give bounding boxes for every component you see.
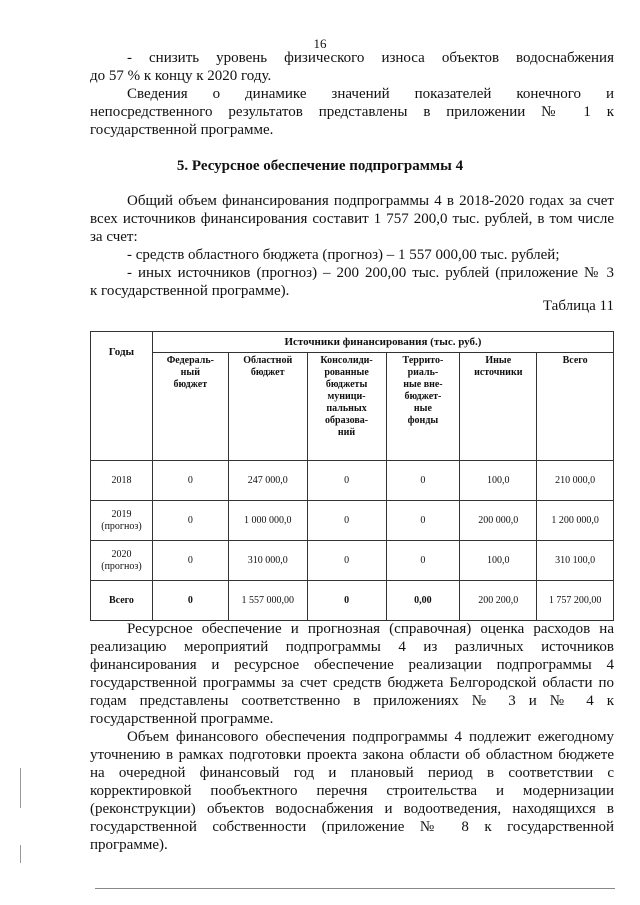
page-number: 16 <box>313 36 327 51</box>
header-other: Иные источники <box>460 353 537 461</box>
paragraph-line: (реконструкции) объектов водоснабжения и водоотведения, находящихся в <box>90 801 614 817</box>
cell-territorial: 0 <box>386 461 460 501</box>
header-funding-sources: Источники финансирования (тыс. руб.) <box>152 332 613 353</box>
cell-federal: 0 <box>152 461 228 501</box>
cell-total: 1 200 000,0 <box>537 501 614 541</box>
scan-bottom-line <box>95 888 615 889</box>
cell-territorial: 0 <box>386 501 460 541</box>
header-municipal: Консолиди- рованные бюджеты муници- пальных образова- ний <box>307 353 386 461</box>
intro-line: - снизить уровень физического износа объектов водоснабжения <box>127 50 614 66</box>
intro-line: до 57 % к концу к 2020 году. <box>90 68 272 84</box>
table-row <box>91 541 614 581</box>
cell-other: 200 200,0 <box>460 581 537 621</box>
cell-year: 2020 (прогноз) <box>91 541 153 581</box>
cell-regional: 310 000,0 <box>228 541 307 581</box>
table-subheader-row <box>91 353 614 461</box>
funding-line: всех источников финансирования составит 1 757 200,0 тыс. рублей, в том числе <box>90 211 614 227</box>
cell-other: 100,0 <box>460 461 537 501</box>
paragraph-line: Ресурсное обеспечение и прогнозная (справочная) оценка расходов на <box>127 621 614 637</box>
cell-other: 100,0 <box>460 541 537 581</box>
cell-regional: 1 000 000,0 <box>228 501 307 541</box>
cell-total: 310 100,0 <box>537 541 614 581</box>
cell-regional: 1 557 000,00 <box>228 581 307 621</box>
cell-municipal: 0 <box>307 541 386 581</box>
cell-other: 200 000,0 <box>460 501 537 541</box>
paragraph-line: государственной программы за счет средств бюджета Белгородской области по <box>90 675 614 691</box>
paragraph-line: государственной собственности (приложение № 8 к государственной <box>90 819 614 835</box>
intro-line: Сведения о динамике значений показателей конечного и <box>127 86 614 102</box>
intro-text <box>90 49 614 139</box>
section-title: 5. Ресурсное обеспечение подпрограммы 4 <box>176 158 464 174</box>
cell-municipal: 0 <box>307 461 386 501</box>
paragraph-line: годам представлены соответственно в приложениях № 3 и № 4 к <box>90 693 614 709</box>
paragraph-line: уточнению в рамках подготовки проекта закона области об областном бюджете <box>90 747 614 763</box>
paragraph-line: реализацию мероприятий подпрограммы 4 из различных источников <box>90 639 614 655</box>
funding-table <box>90 331 614 621</box>
intro-line: непосредственного результатов представлены в приложении № 1 к <box>90 104 614 120</box>
intro-line: государственной программе. <box>90 122 274 138</box>
paragraph-line: финансирования и ресурсное обеспечение реализации подпрограммы 4 <box>90 657 614 673</box>
cell-total: 210 000,0 <box>537 461 614 501</box>
cell-year: Всего <box>91 581 153 621</box>
funding-line: за счет: <box>90 229 138 245</box>
funding-text <box>90 192 614 300</box>
cell-total: 1 757 200,00 <box>537 581 614 621</box>
cell-territorial: 0 <box>386 541 460 581</box>
cell-municipal: 0 <box>307 581 386 621</box>
funding-line: к государственной программе). <box>90 283 290 299</box>
cell-federal: 0 <box>152 581 228 621</box>
table-row <box>91 501 614 541</box>
paragraph-line: программе). <box>90 837 168 853</box>
header-total: Всего <box>537 353 614 461</box>
cell-regional: 247 000,0 <box>228 461 307 501</box>
cell-year: 2018 <box>91 461 153 501</box>
table-total-row <box>91 581 614 621</box>
table-header-row <box>91 332 614 353</box>
cell-year: 2019 (прогноз) <box>91 501 153 541</box>
table-row <box>91 461 614 501</box>
scan-margin-mark <box>20 845 21 863</box>
paragraph-line: корректировкой пообъектного перечня строительства и модернизации <box>90 783 614 799</box>
cell-federal: 0 <box>152 501 228 541</box>
cell-territorial: 0,00 <box>386 581 460 621</box>
resource-paragraph <box>90 620 614 728</box>
header-years: Годы <box>91 332 153 461</box>
header-federal: Федераль- ный бюджет <box>152 353 228 461</box>
paragraph-line: Объем финансового обеспечения подпрограммы 4 подлежит ежегодному <box>127 729 614 745</box>
scan-margin-mark <box>20 768 21 808</box>
volume-paragraph <box>90 728 614 854</box>
funding-line: - средств областного бюджета (прогноз) – 1 557 000,00 тыс. рублей; <box>127 247 560 263</box>
header-territorial: Террито- риаль- ные вне- бюджет- ные фонды <box>386 353 460 461</box>
table-caption: Таблица 11 <box>542 298 614 314</box>
funding-line: - иных источников (прогноз) – 200 200,00 тыс. рублей (приложение № 3 <box>127 265 614 281</box>
cell-federal: 0 <box>152 541 228 581</box>
paragraph-line: на очередной финансовый год и плановый период в соответствии с <box>90 765 614 781</box>
funding-line: Общий объем финансирования подпрограммы 4 в 2018-2020 годах за счет <box>127 193 614 209</box>
cell-municipal: 0 <box>307 501 386 541</box>
header-regional: Областной бюджет <box>228 353 307 461</box>
paragraph-line: государственной программе. <box>90 711 274 727</box>
